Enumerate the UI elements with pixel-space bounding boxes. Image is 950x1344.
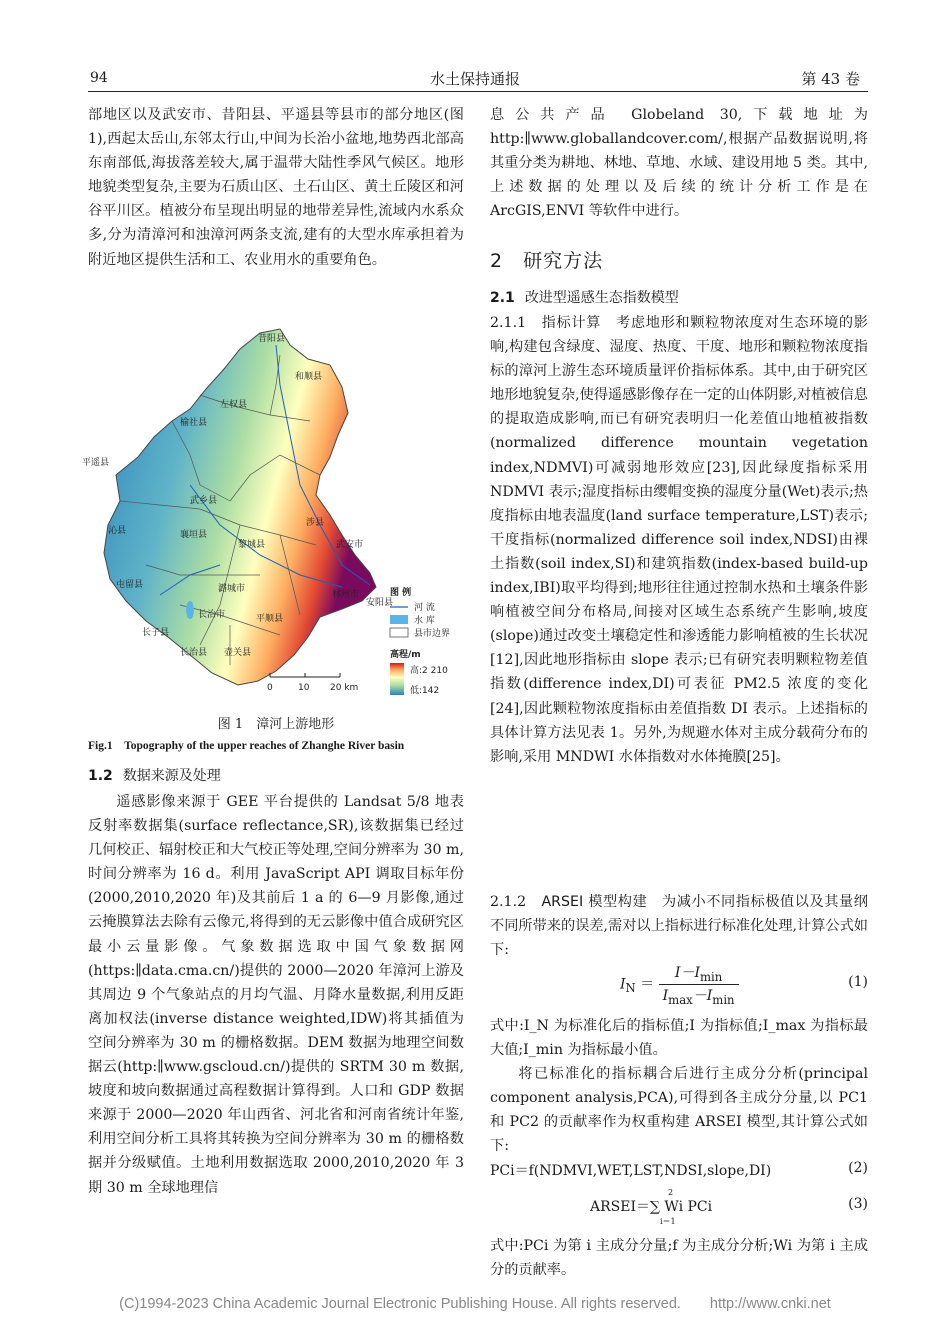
legend-low: 低:142 [410, 686, 440, 696]
page-number: 94 [90, 70, 108, 86]
reservoir-shape [186, 601, 194, 619]
equation-3-lower: i＝1 [660, 1217, 676, 1226]
topography-map [80, 325, 470, 705]
scale-10: 10 [298, 683, 310, 693]
section-2-1-2-title: ARSEI 模型构建 [541, 894, 648, 910]
section-2-1-1-block [490, 311, 868, 769]
legend-border-swatch [390, 628, 408, 637]
label-shexian: 涉县 [306, 518, 325, 528]
equation-2 [490, 1160, 868, 1180]
equation-2-number: (2) [848, 1160, 868, 1176]
volume-label: 第 43 卷 [801, 70, 860, 88]
copyright-footer: (C)1994-2023 China Academic Journal Electronic Publishing House. All rights reserved. http://www.cnki.net [119, 1296, 831, 1312]
equation-1: $I_N$ ＝ $\frac{I-I_{min}}{I_{max}-I_{min}}$ (1) [490, 962, 868, 1006]
label-yushe: 榆社县 [180, 418, 208, 428]
section-2-1-heading: 2.1 改进型遥感生态指数模型 [490, 290, 679, 306]
scale-0: 0 [267, 683, 273, 693]
section-2-1-2-num: 2.1.2 [490, 894, 527, 910]
label-xiyang: 昔阳县 [258, 334, 286, 344]
section-2-1-1-title: 指标计算 [541, 315, 602, 331]
label-anyang: 安阳县 [366, 598, 394, 608]
label-xiangyuan: 襄垣县 [180, 530, 208, 540]
label-wuxiang: 武乡县 [190, 496, 218, 506]
label-lucheng: 潞城市 [218, 584, 246, 594]
label-pingyao: 平遥县 [82, 458, 110, 468]
label-licheng: 黎城县 [238, 540, 266, 550]
equation-3-upper: 2 [668, 1188, 674, 1197]
label-zuoquan: 左权县 [220, 400, 248, 410]
section-2-1-1-num: 2.1.1 [490, 315, 527, 331]
figure-caption-cn: 图 1 漳河上游地形 [217, 717, 335, 732]
legend-reservoir-swatch [390, 615, 408, 624]
eq1-explanation: 式中:I_N 为标准化后的指标值;I 为指标值;I_max 为指标最大值;I_min 为指标最小值。 [490, 1018, 868, 1059]
figure-caption-en: Fig.1 Topography of the upper reaches of Zhanghe River basin [88, 740, 405, 752]
label-wuan: 武安市 [336, 540, 364, 550]
legend-elev-title: 高程/m [390, 650, 421, 660]
equation-1-number: (1) [848, 974, 868, 990]
equation-2-text: PCi＝f(NDMVI,WET,LST,NDSI,slope,DI) [490, 1163, 772, 1179]
label-qinxian: 沁县 [108, 526, 127, 536]
label-changzhi-city: 长治市 [198, 610, 226, 620]
section-2-1-2-block [490, 890, 868, 962]
map-svg [80, 325, 470, 705]
header-rule [88, 91, 868, 92]
label-linzhou: 林州市 [332, 590, 360, 600]
intro-paragraph: 部地区以及武安市、昔阳县、平遥县等县市的部分地区(图 1),西起太岳山,东邻太行山,中间为长治小盆地,地势西北部高东南部低,海拔落差较大,属于温带大陆性季风气候区。地形地貌类型复杂,主要为石质山区、土石山区、黄土丘陵区和河谷平川区。植被分布呈现出明显的地带差异性,流域内水系众多,分为清漳河和浊漳河两条支流,建有的大型水库承担着为附近地区提供生活和工、农业用水的重要角色。 [88, 107, 464, 268]
label-heshun: 和顺县 [295, 372, 323, 382]
eq3-explanation: 式中:PCi 为第 i 主成分分量;f 为主成分分析;Wi 为第 i 主成分的贡献率。 [490, 1238, 868, 1279]
journal-title: 水土保持通报 [429, 70, 520, 88]
section-1-2-paragraph: 遥感影像来源于 GEE 平台提供的 Landsat 5/8 地表反射率数据集(surface reflectance,SR),该数据集已经过几何校正、辐射校正和大气校正等处理,空间分辨率为 30 m,时间分辨率为 16 d。利用 JavaScript API 调取目标年份(2000,2010,2020 年)及其前后 1 a 的 6—9 月影像,通过云掩膜算法去除有云像元,将得到的无云影像中值合成研究区最小云量影像。气象数据选取中国气象数据网(https:∥data.cma.cn/)提供的 2000—2020 年漳河上游及其周边 9 个气象站点的月均气温、月降水量数据,利用反距离加权法(inverse distance weighted,IDW)将其插值为空间分辨率为 30 m 的栅格数据。DEM 数据为地理空间数据云(http:∥www.gscloud.cn/)提供的 SRTM 30 m 数据,坡度和坡向数据通过高程数据计算得到。人口和 GDP 数据来源于 2000—2020 年山西省、河北省和河南省统计年鉴,利用空间分析工具将其转换为空间分辨率为 30 m 的栅格数据并分级赋值。土地利用数据选取 2000,2010,2020 年 3 期 30 m 全球地理信 [88, 794, 464, 1196]
legend-reservoir: 水 库 [414, 616, 435, 626]
scale-20: 20 km [330, 683, 359, 693]
label-changzhi-county: 长治县 [180, 648, 208, 658]
equation-3-text: ARSEI＝∑ Wi PCi [590, 1199, 713, 1215]
label-zhangzi: 长子县 [142, 628, 170, 638]
pca-paragraph: 将已标准化的指标耦合后进行主成分分析(principal component analysis,PCA),可得到各主成分分量,以 PC1 和 PC2 的贡献率作为权重构建 ARSEI 模型,其计算公式如下: [490, 1066, 868, 1155]
label-huguan: 壶关县 [224, 648, 252, 658]
legend-high: 高:2 210 [410, 666, 448, 676]
legend-border: 县市边界 [414, 629, 451, 639]
section-2-heading: 2 研究方法 [490, 250, 604, 272]
section-1-2-heading: 1.2 数据来源及处理 [88, 768, 221, 784]
legend-title: 图 例 [390, 588, 412, 598]
equation-3-number: (3) [848, 1196, 868, 1212]
label-tunliu: 屯留县 [116, 580, 144, 590]
equation-1-fraction: $\frac{I-I_{min}}{I_{max}-I_{min}}$ [659, 962, 739, 1007]
section-2-1-1-paragraph: 考虑地形和颗粒物浓度对生态环境的影响,构建包含绿度、湿度、热度、干度、地形和颗粒物浓度指标的漳河上游生态环境质量评价指标体系。其中,由于研究区地形地貌复杂,使得遥感影像存在一定的山体阴影,对植被信息的提取造成影响,而已有研究表明归一化差值山地植被指数(normalized difference mountain vegetation index,NDMVI)可减弱地形效应[23],因此绿度指标采用 NDMVI 表示;湿度指标由缨帽变换的湿度分量(Wet)表示;热度指标由地表温度(land surface temperature,LST)表示;干度指标(normalized difference soil index,NDSI)由裸土指数(soil index,SI)和建筑指数(index-based build-up index,IBI)取平均得到;地形往往通过控制水热和土壤条件影响植被空间分布格局,间接对区域生态系统产生影响,坡度(slope)通过改变土壤稳定性和渗透能力影响植被的生长状况[12],因此地形指标由 slope 表示;已有研究表明颗粒物差值指数(difference index,DI)可表征 PM2.5 浓度的变化[24],因此颗粒物浓度指标由差值指数 DI 表示。上述指标的具体计算方法见表 1。另外,为规避水体对主成分载荷分布的影响,采用 MNDWI 水体指数对水体掩膜[25]。 [490, 315, 868, 765]
section-2-1-2-paragraph: 为减小不同指标极值以及其量纲不同所带来的误差,需对以上指标进行标准化处理,计算公式如下: [490, 894, 868, 959]
scale-bar [267, 673, 358, 693]
legend-river: 河 流 [414, 603, 435, 613]
equation-3 [490, 1188, 868, 1228]
legend-elev-bar [390, 663, 404, 695]
label-pingshun: 平顺县 [256, 614, 284, 624]
continued-paragraph: 息公共产品 Globeland 30,下载地址为 http:∥www.globallandcover.com/,根据产品数据说明,将其重分类为耕地、林地、草地、水域、建设用地 5 类。其中,上述数据的处理以及后续的统计分析工作是在 ArcGIS,ENVI 等软件中进行。 [490, 107, 868, 220]
